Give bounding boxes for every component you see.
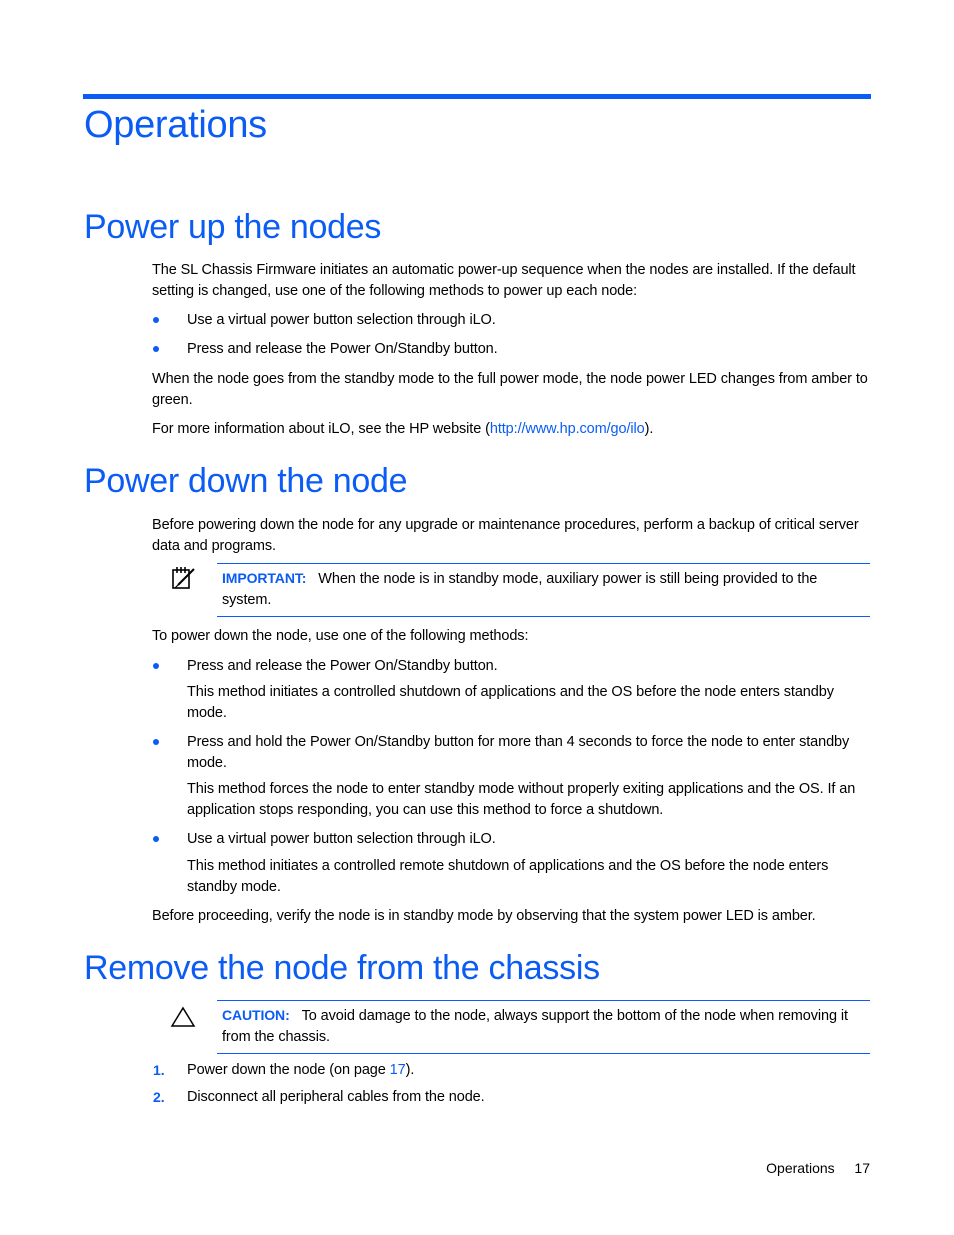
caution-text: To avoid damage to the node, always support the bottom of the node when removing it from the chassis. xyxy=(222,1008,848,1045)
section-title-power-down: Power down the node xyxy=(84,462,408,500)
section-title-remove: Remove the node from the chassis xyxy=(84,949,600,987)
page-link[interactable]: 17 xyxy=(389,1062,406,1078)
section-title-power-up: Power up the nodes xyxy=(84,208,382,246)
important-label: IMPORTANT: xyxy=(222,570,307,586)
list-item-detail: This method forces the node to enter standby mode without properly exiting applications and the OS. If an application stops responding, you can use this method to force a shutdown. xyxy=(187,781,856,818)
list-item: Press and release the Power On/Standby button. xyxy=(187,341,498,357)
footer-section: Operations xyxy=(766,1160,835,1176)
power-up-led-text: When the node goes from the standby mode to the full power mode, the node power LED changes from amber to green. xyxy=(152,371,868,408)
caution-icon xyxy=(170,1005,198,1031)
bullet-icon xyxy=(153,739,161,747)
bullet-icon xyxy=(153,317,161,325)
step-suffix: ). xyxy=(405,1062,415,1078)
step-prefix: Power down the node (on page xyxy=(187,1062,390,1078)
step-prefix: Disconnect all peripheral cables from the node. xyxy=(187,1089,485,1105)
chapter-title: Operations xyxy=(84,104,267,146)
power-up-intro: The SL Chassis Firmware initiates an automatic power-up sequence when the nodes are installed. If the default setting is changed, use one of the following methods to power up each node: xyxy=(152,262,856,299)
hp-ilo-link[interactable]: http://www.hp.com/go/ilo xyxy=(489,421,645,437)
step-item xyxy=(187,1060,873,1081)
more-info-prefix: For more information about iLO, see the HP website ( xyxy=(152,421,490,437)
list-item: Use a virtual power button selection through iLO. xyxy=(187,312,496,328)
step-item xyxy=(187,1087,873,1108)
list-item: Press and release the Power On/Standby button. xyxy=(187,658,498,674)
more-info-suffix: ). xyxy=(644,421,654,437)
list-item-detail: This method initiates a controlled remote shutdown of applications and the OS before the node enters standby mode. xyxy=(187,858,829,895)
step-number: 1. xyxy=(153,1062,165,1078)
important-note xyxy=(217,563,870,617)
chapter-rule xyxy=(83,94,871,99)
power-up-more-info xyxy=(152,419,872,440)
power-down-verify: Before proceeding, verify the node is in standby mode by observing that the system power LED is amber. xyxy=(152,908,816,924)
caution-label: CAUTION: xyxy=(222,1007,290,1023)
list-item: Use a virtual power button selection through iLO. xyxy=(187,831,496,847)
bullet-icon xyxy=(153,346,161,354)
power-down-methods-intro: To power down the node, use one of the following methods: xyxy=(152,628,529,644)
bullet-icon xyxy=(153,663,161,671)
footer-page-number: 17 xyxy=(854,1160,870,1176)
bullet-icon xyxy=(153,836,161,844)
important-text: When the node is in standby mode, auxiliary power is still being provided to the system. xyxy=(222,571,818,608)
caution-note xyxy=(217,1000,870,1054)
list-item-detail: This method initiates a controlled shutdown of applications and the OS before the node enters standby mode. xyxy=(187,684,834,721)
page-footer xyxy=(766,1158,870,1178)
power-down-intro: Before powering down the node for any upgrade or maintenance procedures, perform a backup of critical server data and programs. xyxy=(152,517,859,554)
important-icon xyxy=(170,565,198,591)
list-item: Press and hold the Power On/Standby button for more than 4 seconds to force the node to enter standby mode. xyxy=(187,734,850,771)
step-number: 2. xyxy=(153,1089,165,1105)
